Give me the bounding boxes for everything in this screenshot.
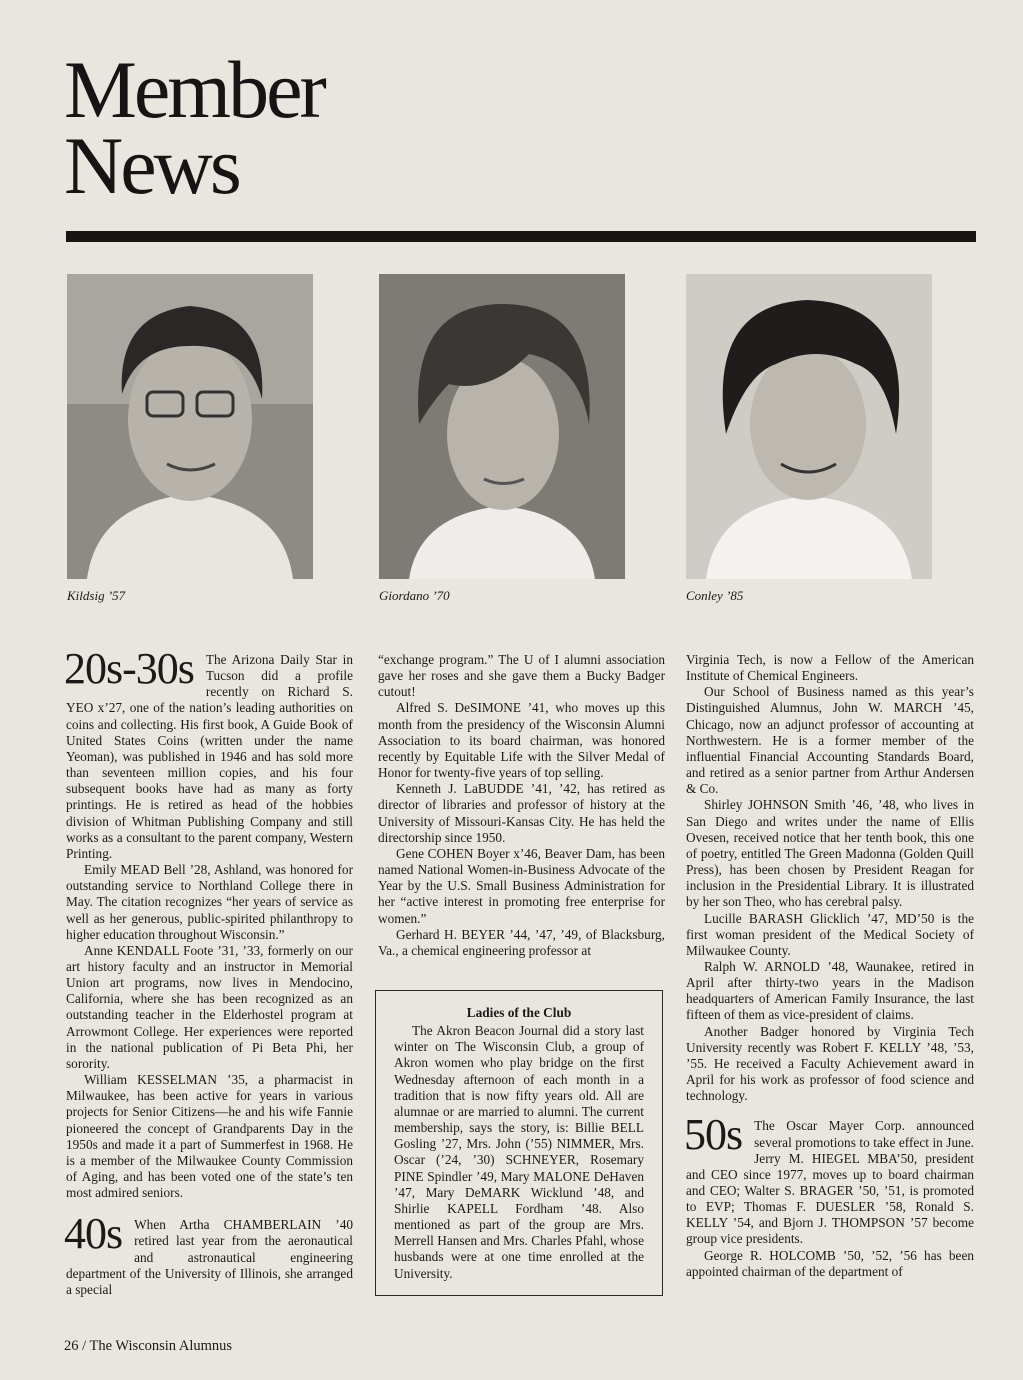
decade-heading-50s: 50s — [684, 1110, 743, 1160]
paragraph: 40s When Artha CHAMBERLAIN ’40 retired last year from the aeronautical and astronautical engineering department of the University of Illinois, she arranged a special — [64, 1209, 353, 1297]
title-line-2: News — [64, 120, 239, 211]
paragraph: Gerhard H. BEYER ’44, ’47, ’49, of Blacksburg, Va., a chemical engineering professor at — [378, 926, 665, 958]
paragraph: Emily MEAD Bell ’28, Ashland, was honored for outstanding service to Northland College there in May. The citation recognizes “her years of service as well as her generous, public-spirited philanthropy to higher education throughout Wisconsin.” — [66, 862, 353, 942]
paragraph: Alfred S. DeSIMONE ’41, who moves up this month from the presidency of the Wisconsin Alumni Association to its board chairman, was honored recently by Equitable Life with the Silver Medal of Honor for twenty-five years of top selling. — [378, 700, 665, 781]
page-footer: 26 / The Wisconsin Alumnus — [64, 1338, 233, 1354]
paragraph: Another Badger honored by Virginia Tech University recently was Robert F. KELLY ’48, ’53, ’55. He received a Faculty Achievement award in April for his work as professor of food science and technology. — [686, 1023, 974, 1104]
decade-heading-20s-30s: 20s-30s — [64, 644, 194, 693]
photo-caption-3: Conley ’85 — [686, 588, 744, 603]
paragraph: 50s The Oscar Mayer Corp. announced several promotions to take effect in June. Jerry M. HIEGEL MBA’50, president and CEO since 1977, moves up to board chairman and CEO; Walter S. BRAGER ’50, ’51, is promoted to EVP; Thomas F. DUESLER ’58, Ronald S. KELLY ’54, and Bjorn J. THOMPSON ’57 become group vice presidents. — [684, 1110, 974, 1247]
title-line-1: Member — [64, 44, 324, 135]
article-column-3 — [686, 652, 974, 1280]
portrait-photo-giordano — [379, 274, 625, 579]
paragraph: Ralph W. ARNOLD ’48, Waunakee, retired in April after thirty-two years in the Madison headquarters of American Family Insurance, the last fifteen of them as vice-president of claims. — [686, 958, 974, 1023]
portrait-photo-kildsig — [67, 274, 313, 579]
article-column-1 — [64, 644, 353, 1298]
sidebar-title: Ladies of the Club — [466, 1005, 572, 1020]
paragraph: 20s-30s The Arizona Daily Star in Tucson did a profile recently on Richard S. YEO x’27, one of the nation’s leading authorities on coins and collecting. His first book, A Guide Book of United States Coins (written under the name Yeoman), was published in 1946 and has sold more than seventeen million copies, and his four subsequent books have had as many as forty printings. He is retired as head of the hobbies division of Whitman Publishing Company and still works as a consultant to the parent company, Western Printing. — [64, 644, 353, 861]
header-rule — [66, 231, 976, 242]
paragraph: Gene COHEN Boyer x’46, Beaver Dam, has been named National Women-in-Business Advocate of the Year by the U.S. Small Business Administration for her “active interest in promoting free enterprise for women.” — [378, 845, 665, 926]
paragraph: “exchange program.” The U of I alumni association gave her roses and she gave them a Bucky Badger cutout! — [378, 652, 665, 700]
paragraph: Our School of Business named as this year’s Distinguished Alumnus, John W. MARCH ’45, Chicago, now an adjunct professor of accounting at Northwestern. He is a former member of the influential Financial Accounting Standards Board, and retired as a senior partner from Arthur Andersen & Co. — [686, 684, 974, 797]
paragraph: William KESSELMAN ’35, a pharmacist in Milwaukee, has been active for years in various projects for Senior Citizens—he and his wife Fannie pioneered the concept of Grandparents Day in the 1950s and made it a part of Summerfest in 1968. He is a member of the Milwaukee County Commission of Aging, and has been voted one of the state’s ten most admired seniors. — [66, 1072, 353, 1201]
photo-caption-2: Giordano ’70 — [379, 588, 450, 603]
decade-heading-40s: 40s — [64, 1209, 123, 1259]
article-column-2 — [378, 652, 665, 959]
paragraph: Lucille BARASH Glicklich ’47, MD’50 is the first woman president of the Medical Society of Milwaukee County. — [686, 910, 974, 958]
portrait-photo-conley — [686, 274, 932, 579]
paragraph: George R. HOLCOMB ’50, ’52, ’56 has been appointed chairman of the department of — [686, 1247, 974, 1279]
paragraph: Anne KENDALL Foote ’31, ’33, formerly on our art history faculty and an instructor in Memorial Union art programs, now lives in Mendocino, California, where she has been recognized as an outstanding teacher in the Elderhostel program at Arrowmont College. Her experiences were reported in the national publication of Pi Beta Phi, her sorority. — [66, 942, 353, 1071]
paragraph: Virginia Tech, is now a Fellow of the American Institute of Chemical Engineers. — [686, 652, 974, 684]
paragraph: Shirley JOHNSON Smith ’46, ’48, who lives in San Diego and writes under the name of Ellis Ovesen, received notice that her tenth book, this one of poetry, entitled The Green Madonna (Golden Quill Press), has been chosen by President Reagan for inclusion in the Presidential Library. It is illustrated by her son Theo, who has cerebral palsy. — [686, 797, 974, 910]
sidebar-box — [375, 990, 663, 1296]
photo-caption-1: Kildsig ’57 — [67, 588, 126, 603]
page-title — [64, 44, 324, 211]
paragraph: Kenneth J. LaBUDDE ’41, ’42, has retired as director of libraries and professor of history at the University of Missouri-Kansas City. He has held the directorship since 1950. — [378, 781, 665, 845]
sidebar-body: The Akron Beacon Journal did a story last winter on The Wisconsin Club, a group of Akron women who play bridge on the first Wednesday afternoon of each month in a tradition that is now fifty years old. All are alumnae or are married to alumni. The current membership, says the story, is: Billie BELL Gosling ’27, Mrs. John (’55) NIMMER, Mrs. Oscar (’24, ’30) SCHNEYER, Rosemary PINE Spindler ’49, Mary MALONE DeHaven ’47, Mary DeMARK Wicklund ’48, and Shirlie KAPELL Fordham ’48. Also mentioned as part of the group are Mrs. Merrell Hansen and Mrs. Charles Pfahl, whose husbands were at one time enrolled at the University. — [394, 1023, 644, 1281]
